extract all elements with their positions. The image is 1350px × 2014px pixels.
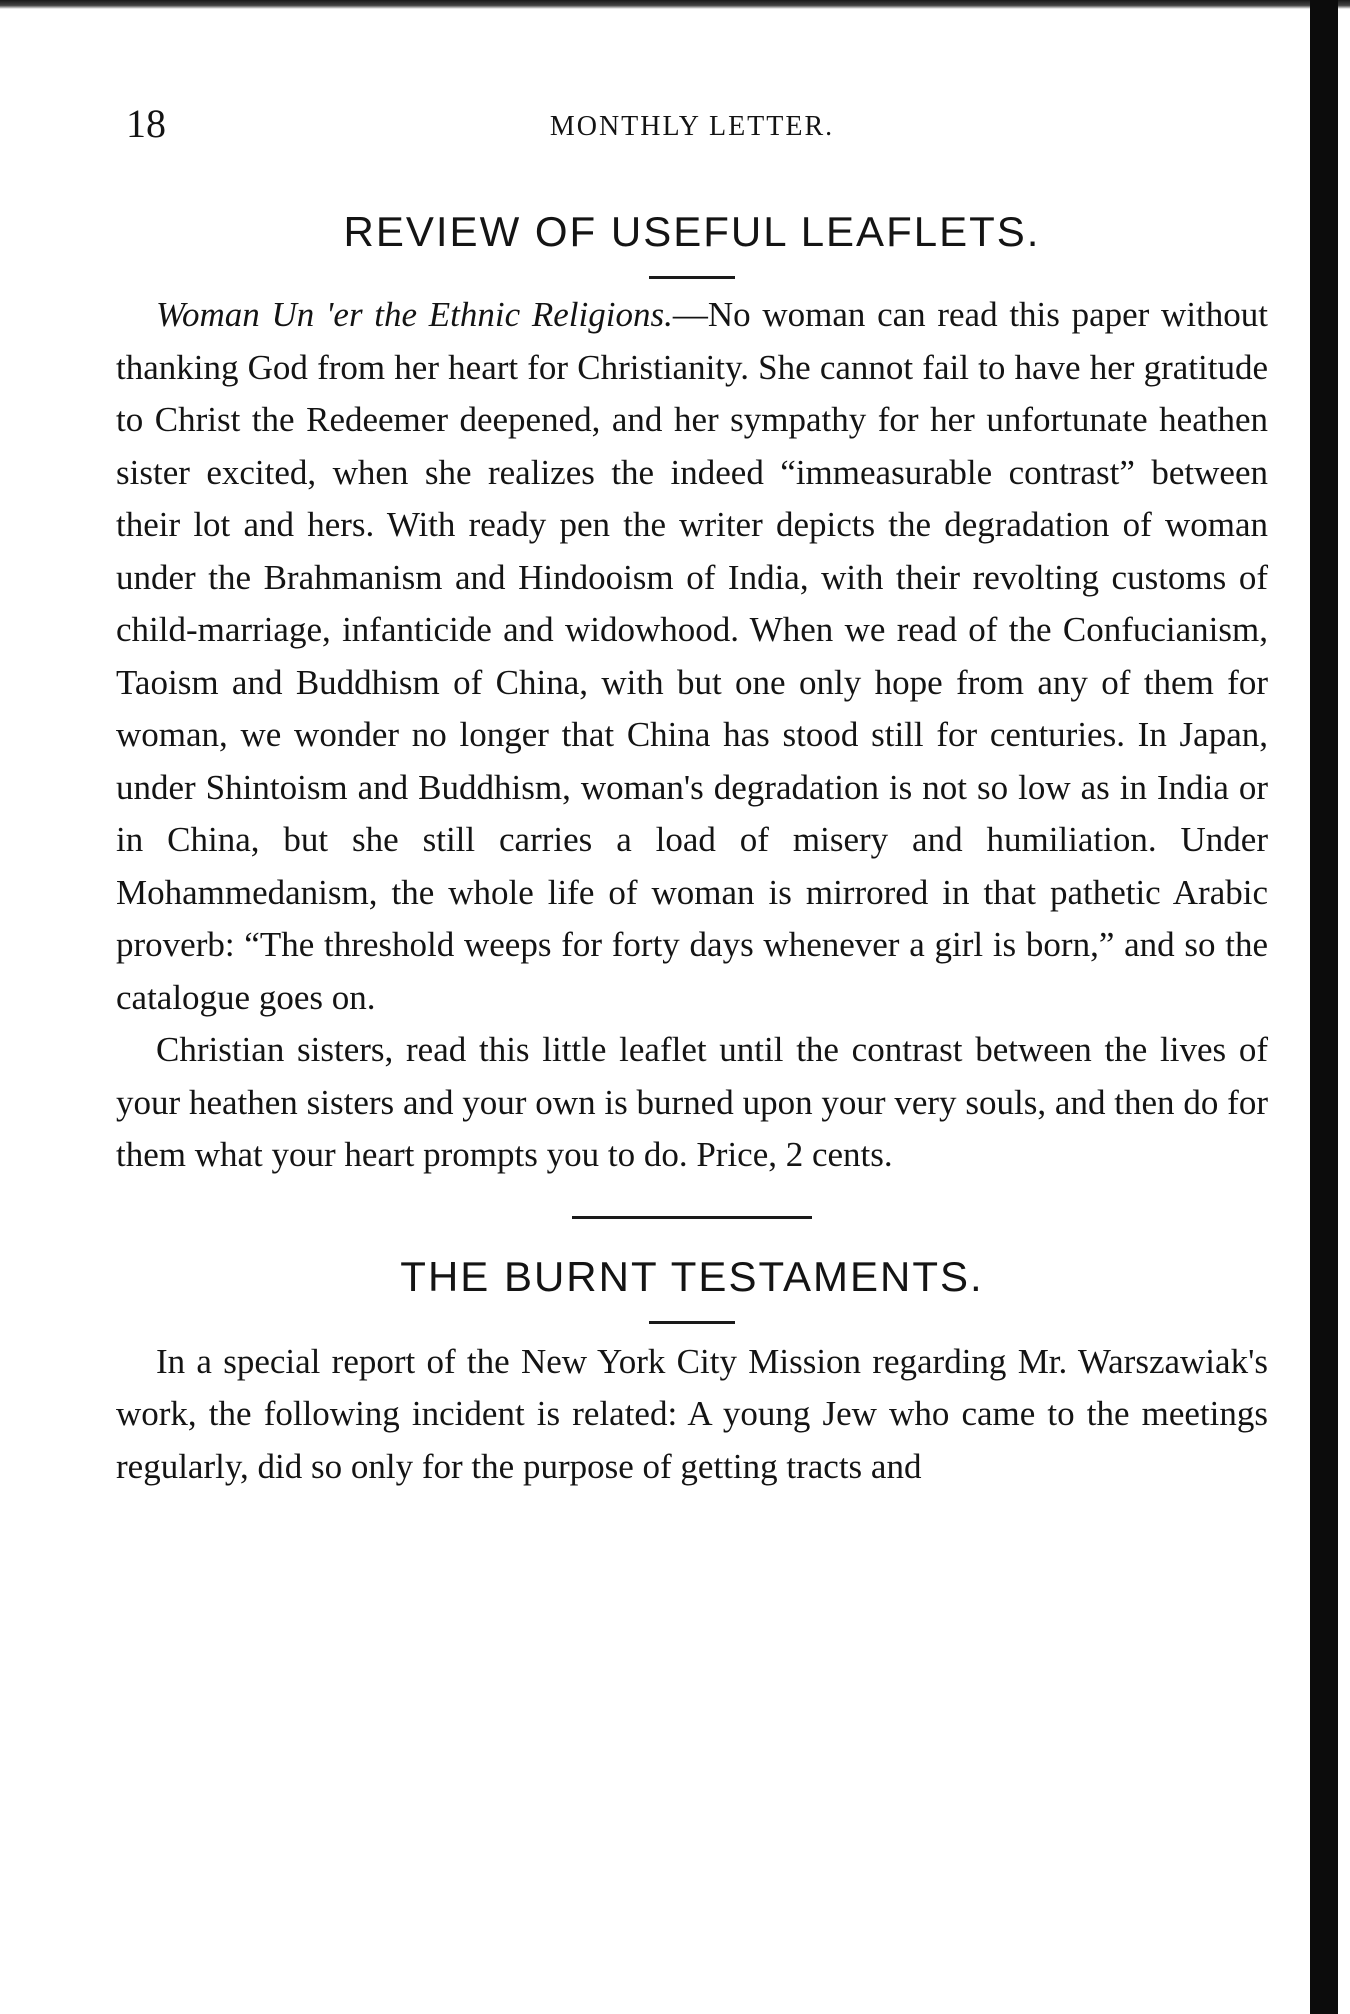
review-paragraph-1-body: —No woman can read this paper without thanking God from her heart for Christianity. She cannot fail to have her gratitude to Christ the Redeemer deepened, and her sympathy for her unfortunate heathen sister excited, when she realizes the indeed “immeasurable contrast” between their lot and hers. With ready pen the writer depicts the degradation of woman under the Brahmanism and Hindooism of India, with their revolting customs of child-marriage, infanticide and widowhood. When we read of the Confucianism, Taoism and Buddhism of China, with but one only hope from any of them for woman, we wonder no longer that China has stood still for centuries. In Japan, under Shintoism and Buddhism, woman's degradation is not so low as in India or in China, but she still carries a load of misery and humiliation. Under Mohammedanism, the whole life of woman is mirrored in that pathetic Arabic proverb: “The threshold weeps for forty days whenever a girl is born,” and so the catalogue goes on. (116, 295, 1268, 1017)
heading-underline (649, 276, 735, 279)
leaflet-title: Woman Un 'er the Ethnic Religions. (156, 295, 673, 334)
section-heading-burnt-testaments: THE BURNT TESTAMENTS. (400, 1252, 984, 1300)
review-paragraph-2: Christian sisters, read this little leaflet until the contrast between the lives of your heathen sisters and your own is burned upon your very souls, and then do for them what your heart prompts you to do. Price, 2 cents. (116, 1030, 1268, 1174)
heading-underline (649, 1321, 735, 1324)
top-border-rule (0, 0, 1350, 9)
running-title: MONTHLY LETTER. (549, 111, 835, 142)
section-heading-review: REVIEW OF USEFUL LEAFLETS. (343, 208, 1041, 255)
section-divider (572, 1216, 812, 1219)
page-number: 18 (126, 101, 166, 146)
page (116, 96, 1268, 1493)
burnt-paragraph-1: In a special report of the New York City Mission regarding Mr. Warszawiak's work, the following incident is related: A young Jew who came to the meetings regularly, did so only for the purpose of getting tracts and (116, 1341, 1268, 1486)
page-binding-edge (1310, 0, 1338, 2014)
review-paragraph-1 (116, 289, 1268, 1024)
running-head (116, 96, 1268, 156)
